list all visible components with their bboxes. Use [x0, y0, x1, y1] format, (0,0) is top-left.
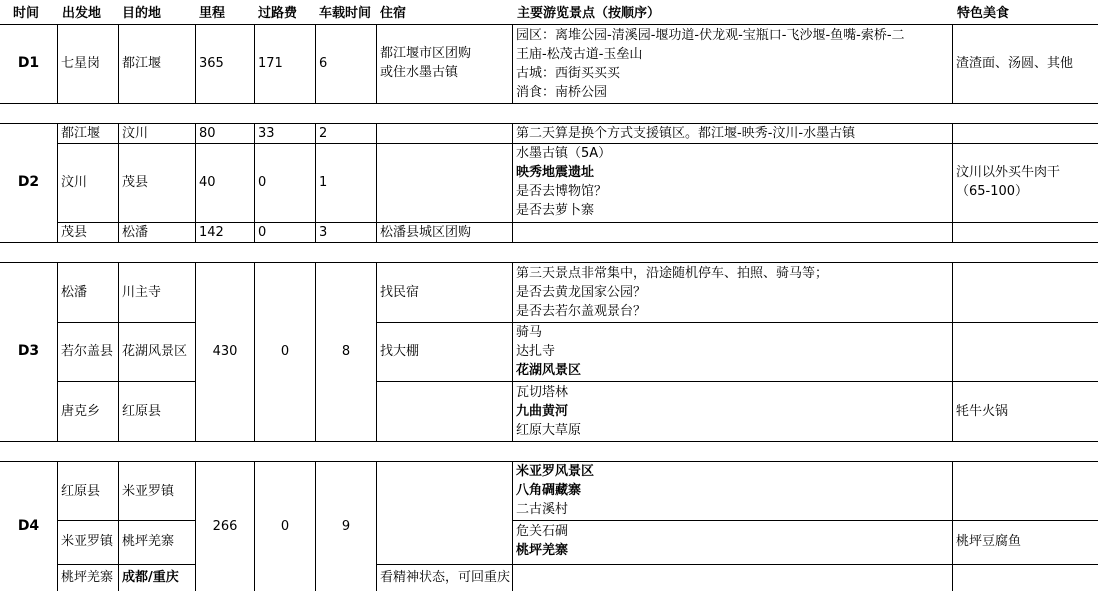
from-cell: 茂县: [61, 225, 88, 240]
toll-cell: 33: [258, 126, 275, 141]
row-line: [58, 520, 196, 521]
sight-line: 红原大草原: [516, 423, 582, 438]
day-label: D4: [17, 518, 40, 534]
col-line: [952, 262, 953, 442]
day-label: D1: [17, 55, 40, 71]
food-cell: 桃坪豆腐鱼: [956, 534, 1022, 549]
mileage-cell: 40: [199, 175, 216, 190]
sight-line: 第三天景点非常集中，沿途随机停车、拍照、骑马等；: [516, 266, 829, 281]
row-line: [58, 381, 196, 382]
from-cell: 桃坪羌寨: [61, 570, 114, 585]
row-line: [0, 103, 1098, 104]
col-line: [512, 262, 513, 442]
col-line: [512, 24, 513, 104]
sights-cell: [516, 522, 568, 560]
sight-line: 映秀地震遗址: [516, 165, 595, 180]
sight-line: 花湖风景区: [516, 363, 582, 378]
sight-line: 是否去萝卜寨: [516, 203, 595, 218]
from-cell: 松潘: [61, 285, 88, 300]
row-line: [376, 322, 1098, 323]
from-cell: 红原县: [61, 484, 101, 499]
col-line: [512, 461, 513, 591]
sights-cell: 第二天算是换个方式支援镇区。都江堰-映秀-汶川-水墨古镇: [516, 126, 856, 141]
toll-cell: 0: [258, 225, 267, 240]
from-cell: 唐克乡: [61, 404, 101, 419]
row-line: [376, 564, 1098, 565]
sights-cell: [516, 383, 581, 440]
header-time: 时间: [13, 6, 40, 21]
mileage-cell: 142: [199, 225, 224, 240]
sight-line: 桃坪羌寨: [516, 543, 569, 558]
to-cell: 花湖风景区: [122, 344, 188, 359]
lodging-cell: 找大棚: [380, 344, 420, 359]
food-cell: 渣渣面、汤圆、其他: [956, 56, 1074, 71]
to-cell: 桃坪羌寨: [122, 534, 175, 549]
toll-cell: 0: [258, 175, 267, 190]
drive-time-cell: 1: [319, 175, 328, 190]
col-line: [512, 123, 513, 243]
sight-line: 是否去黄龙国家公园？: [516, 285, 647, 300]
col-line: [195, 24, 196, 104]
from-cell: 七星岗: [61, 56, 101, 71]
sight-line: 瓦切塔林: [516, 385, 569, 400]
sight-line: 危关石碉: [516, 524, 569, 539]
col-line: [376, 262, 377, 442]
drive-time-cell: 9: [341, 519, 351, 534]
col-line: [254, 24, 255, 104]
to-cell: 成都/重庆: [122, 570, 179, 585]
from-cell: 米亚罗镇: [61, 534, 114, 549]
col-line: [57, 262, 58, 442]
col-line: [315, 123, 316, 243]
sights-cell: [516, 323, 581, 380]
to-cell: 茂县: [122, 175, 149, 190]
col-line: [376, 123, 377, 243]
sight-line: 达扎寺: [516, 344, 556, 359]
sight-line: 是否去博物馆？: [516, 184, 608, 199]
sight-line: 米亚罗风景区: [516, 464, 595, 479]
sight-line: 骑马: [516, 325, 543, 340]
to-cell: 米亚罗镇: [122, 484, 175, 499]
lodging-cell: [380, 44, 471, 82]
col-line: [952, 24, 953, 104]
drive-time-cell: 3: [319, 225, 328, 240]
lodging-cell: 松潘县城区团购: [380, 225, 472, 240]
sight-line: 王庙-松茂古道-玉垒山: [516, 47, 643, 62]
header-sights: 主要游览景点（按顺序）: [517, 6, 661, 21]
col-line: [952, 461, 953, 591]
col-line: [118, 24, 119, 104]
lodging-cell: 看精神状态，可回重庆: [380, 570, 511, 585]
col-line: [57, 461, 58, 591]
food-cell: [956, 163, 1060, 201]
row-line: [513, 520, 1098, 521]
to-cell: 松潘: [122, 225, 149, 240]
food-line: 汶川以外买牛肉干: [956, 165, 1061, 180]
row-line: [0, 24, 1098, 25]
sights-cell: [516, 462, 594, 519]
col-line: [118, 123, 119, 243]
from-cell: 若尔盖县: [61, 344, 114, 359]
col-line: [57, 123, 58, 243]
header-lodging: 住宿: [380, 6, 407, 21]
mileage-cell: 266: [212, 519, 238, 534]
sight-line: 水墨古镇（5A）: [516, 146, 612, 161]
sight-line: 八角碉藏寨: [516, 483, 582, 498]
to-cell: 川主寺: [122, 285, 162, 300]
food-line: （65-100）: [956, 184, 1029, 199]
sight-line: 古城：西街买买买: [516, 66, 621, 81]
from-cell: 汶川: [61, 175, 88, 190]
mileage-cell: 430: [212, 344, 238, 359]
lodging-cell: 找民宿: [380, 285, 420, 300]
col-line: [195, 123, 196, 243]
sights-cell: [516, 26, 905, 102]
row-line: [58, 564, 196, 565]
sight-line: 消食：南桥公园: [516, 85, 608, 100]
col-line: [315, 24, 316, 104]
col-line: [952, 123, 953, 243]
day-label: D2: [17, 174, 40, 190]
row-line: [0, 262, 1098, 263]
col-line: [118, 262, 119, 442]
row-line: [376, 381, 1098, 382]
header-toll: 过路费: [258, 6, 298, 21]
sights-cell: [516, 144, 611, 220]
mileage-cell: 365: [199, 56, 224, 71]
row-line: [58, 322, 196, 323]
to-cell: 红原县: [122, 404, 162, 419]
row-line: [0, 242, 1098, 243]
lodging-line: 或住水墨古镇: [380, 65, 459, 80]
col-line: [376, 24, 377, 104]
to-cell: 汶川: [122, 126, 149, 141]
sight-line: 九曲黄河: [516, 404, 569, 419]
col-line: [57, 24, 58, 104]
toll-cell: 171: [258, 56, 283, 71]
col-line: [118, 461, 119, 591]
drive-time-cell: 8: [341, 344, 351, 359]
drive-time-cell: 6: [319, 56, 328, 71]
to-cell: 都江堰: [122, 56, 162, 71]
food-cell: 牦牛火锅: [956, 404, 1009, 419]
sight-line: 二古溪村: [516, 502, 569, 517]
mileage-cell: 80: [199, 126, 216, 141]
col-line: [254, 123, 255, 243]
toll-cell: 0: [280, 344, 290, 359]
col-line: [376, 461, 377, 591]
lodging-line: 都江堰市区团购: [380, 46, 472, 61]
header-mileage: 里程: [199, 6, 226, 21]
sight-line: 是否去若尔盖观景台？: [516, 304, 647, 319]
from-cell: 都江堰: [61, 126, 101, 141]
drive-time-cell: 2: [319, 126, 328, 141]
sights-cell: [516, 264, 828, 321]
day-label: D3: [17, 343, 40, 359]
header-drive-time: 车载时间: [319, 6, 372, 21]
toll-cell: 0: [280, 519, 290, 534]
header-to: 目的地: [122, 6, 162, 21]
header-food: 特色美食: [957, 6, 1010, 21]
row-line: [0, 441, 1098, 442]
header-from: 出发地: [62, 6, 102, 21]
sight-line: 园区：离堆公园-清溪园-堰功道-伏龙观-宝瓶口-飞沙堰-鱼嘴-索桥-二: [516, 28, 905, 43]
